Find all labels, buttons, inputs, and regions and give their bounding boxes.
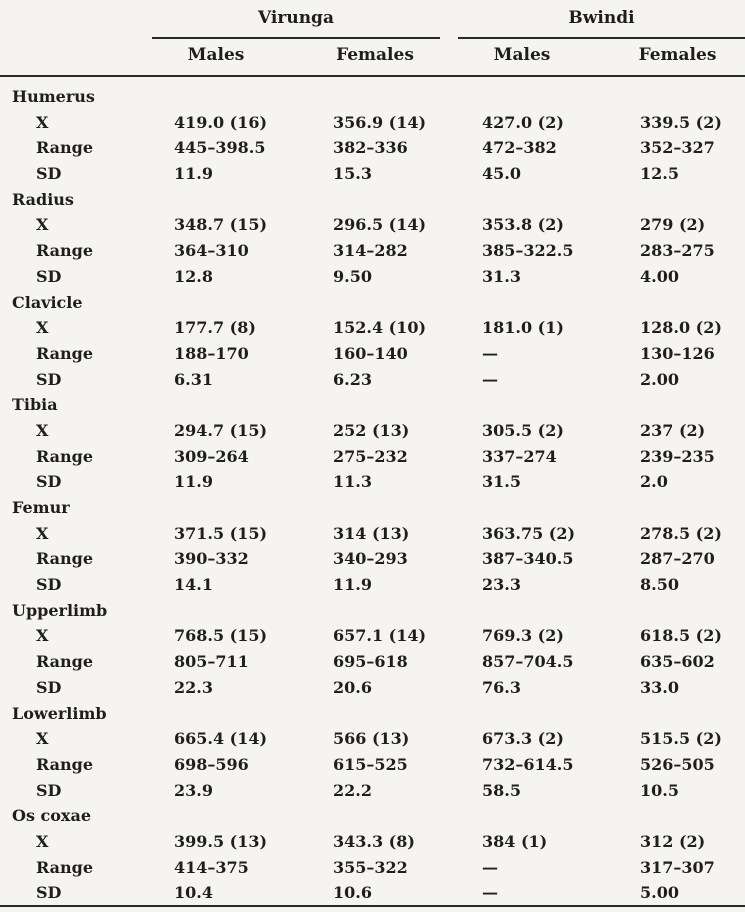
bottom-rule xyxy=(0,905,745,907)
stat-label: X xyxy=(36,523,49,543)
table-cell: 8.50 xyxy=(640,575,679,595)
section-label: Femur xyxy=(12,498,70,517)
table-cell: 382–336 xyxy=(333,138,408,158)
group-rule-virunga xyxy=(152,37,440,39)
table-cell: 769.3 (2) xyxy=(482,626,564,646)
table-cell: 181.0 (1) xyxy=(482,318,564,338)
section-row xyxy=(0,84,745,110)
group-header-virunga: Virunga xyxy=(258,8,334,28)
stat-label: SD xyxy=(36,780,62,800)
table-cell: 5.00 xyxy=(640,883,679,903)
table-cell: 10.5 xyxy=(640,780,679,800)
table-cell: 128.0 (2) xyxy=(640,318,722,338)
table-cell: 31.3 xyxy=(482,266,521,286)
table-cell: 385–322.5 xyxy=(482,241,574,261)
section-row xyxy=(0,495,745,521)
table-cell: 2.0 xyxy=(640,472,668,492)
table-cell: — xyxy=(482,883,498,903)
stat-label: Range xyxy=(36,754,94,774)
table-cell: 14.1 xyxy=(174,575,213,595)
table-cell: 665.4 (14) xyxy=(174,729,268,749)
table-cell: 130–126 xyxy=(640,343,715,363)
table-row xyxy=(0,444,745,470)
stat-label: Range xyxy=(36,138,94,158)
stat-label: X xyxy=(36,626,49,646)
table-cell: 343.3 (8) xyxy=(333,831,415,851)
table-cell: 6.31 xyxy=(174,369,213,389)
stat-label: X xyxy=(36,831,49,851)
table-cell: 294.7 (15) xyxy=(174,420,268,440)
table-cell: 371.5 (15) xyxy=(174,523,268,543)
table-row xyxy=(0,752,745,778)
table-cell: — xyxy=(482,369,498,389)
section-label: Tibia xyxy=(12,395,58,415)
table-cell: 152.4 (10) xyxy=(333,318,427,338)
table-cell: 275–232 xyxy=(333,446,408,466)
table-row xyxy=(0,367,745,393)
section-row xyxy=(0,290,745,316)
table-cell: 635–602 xyxy=(640,652,715,672)
table-cell: 23.9 xyxy=(174,780,213,800)
section-row xyxy=(0,701,745,727)
table-row xyxy=(0,135,745,161)
table-row xyxy=(0,264,745,290)
table-row xyxy=(0,675,745,701)
table-cell: 857–704.5 xyxy=(482,652,574,672)
table-cell: 515.5 (2) xyxy=(640,729,722,749)
table-cell: 76.3 xyxy=(482,677,521,697)
table-row xyxy=(0,418,745,444)
stat-label: SD xyxy=(36,164,62,184)
section-label: Os coxae xyxy=(12,806,92,826)
stat-label: Range xyxy=(36,343,94,363)
table-cell: 472–382 xyxy=(482,138,557,158)
table-cell: 355–322 xyxy=(333,857,408,877)
stat-label: SD xyxy=(36,266,62,286)
table-cell: 352–327 xyxy=(640,138,715,158)
table-cell: 353.8 (2) xyxy=(482,215,564,235)
table-cell: 314–282 xyxy=(333,241,408,261)
column-header-bwindi-females: Females xyxy=(638,45,717,65)
table-row xyxy=(0,623,745,649)
table-cell: 4.00 xyxy=(640,266,679,286)
table-cell: 10.4 xyxy=(174,883,213,903)
table-cell: 698–596 xyxy=(174,754,249,774)
table-cell: 618.5 (2) xyxy=(640,626,722,646)
table-cell: 339.5 (2) xyxy=(640,112,722,132)
table-row xyxy=(0,649,745,675)
table-row xyxy=(0,110,745,136)
table-row xyxy=(0,880,745,906)
table-row xyxy=(0,521,745,547)
table-cell: 348.7 (15) xyxy=(174,215,268,235)
column-header-bwindi-males: Males xyxy=(493,45,551,65)
section-label: Upperlimb xyxy=(12,600,108,620)
table-cell: 177.7 (8) xyxy=(174,318,256,338)
table-cell: 312 (2) xyxy=(640,831,706,851)
stat-label: SD xyxy=(36,677,62,697)
table-cell: 363.75 (2) xyxy=(482,523,576,543)
table-cell: 23.3 xyxy=(482,575,521,595)
section-row xyxy=(0,598,745,624)
section-label: Humerus xyxy=(12,87,95,106)
table-cell: 384 (1) xyxy=(482,831,548,851)
table-cell: 12.5 xyxy=(640,164,679,184)
table-cell: 340–293 xyxy=(333,549,408,569)
table-cell: 768.5 (15) xyxy=(174,626,268,646)
table-cell: 22.3 xyxy=(174,677,213,697)
table-cell: 414–375 xyxy=(174,857,249,877)
stat-label: Range xyxy=(36,446,94,466)
table-cell: 732–614.5 xyxy=(482,754,574,774)
table-row xyxy=(0,469,745,495)
table-cell: 566 (13) xyxy=(333,729,410,749)
table-cell: 399.5 (13) xyxy=(174,831,268,851)
table-row xyxy=(0,212,745,238)
section-label: Clavicle xyxy=(12,292,83,312)
table-row xyxy=(0,778,745,804)
section-row xyxy=(0,803,745,829)
table-cell: 188–170 xyxy=(174,343,249,363)
stat-label: SD xyxy=(36,575,62,595)
group-rule-bwindi xyxy=(458,37,745,39)
stat-label: SD xyxy=(36,472,62,492)
stat-label: X xyxy=(36,420,49,440)
table-cell: 615–525 xyxy=(333,754,408,774)
stat-label: SD xyxy=(36,369,62,389)
section-label: Radius xyxy=(12,189,74,209)
table-cell: 22.2 xyxy=(333,780,372,800)
table-cell: 33.0 xyxy=(640,677,679,697)
table-row xyxy=(0,546,745,572)
table-cell: 305.5 (2) xyxy=(482,420,564,440)
table-cell: 252 (13) xyxy=(333,420,410,440)
table-cell: 526–505 xyxy=(640,754,715,774)
table-cell: 160–140 xyxy=(333,343,408,363)
table-cell: 58.5 xyxy=(482,780,521,800)
table-cell: 9.50 xyxy=(333,266,372,286)
table-cell: — xyxy=(482,343,498,363)
section-label: Lowerlimb xyxy=(12,703,107,723)
table-cell: 239–235 xyxy=(640,446,715,466)
table-cell: 317–307 xyxy=(640,857,715,877)
column-header-virunga-females: Females xyxy=(336,45,414,65)
group-header-bwindi: Bwindi xyxy=(568,8,635,28)
table-cell: 296.5 (14) xyxy=(333,215,427,235)
stat-label: Range xyxy=(36,652,94,672)
stat-label: X xyxy=(36,318,49,338)
table-cell: 15.3 xyxy=(333,164,372,184)
table-cell: 805–711 xyxy=(174,652,249,672)
table-cell: 237 (2) xyxy=(640,420,706,440)
table-cell: 11.9 xyxy=(174,164,213,184)
stat-label: X xyxy=(36,215,49,235)
table-row xyxy=(0,341,745,367)
table-row xyxy=(0,315,745,341)
table-cell: 657.1 (14) xyxy=(333,626,427,646)
table-cell: 10.6 xyxy=(333,883,372,903)
table-row xyxy=(0,238,745,264)
table-cell: 314 (13) xyxy=(333,523,410,543)
stat-label: SD xyxy=(36,883,62,903)
table-row xyxy=(0,855,745,881)
table-row xyxy=(0,829,745,855)
table-cell: 337–274 xyxy=(482,446,557,466)
table-row xyxy=(0,726,745,752)
table-cell: 390–332 xyxy=(174,549,249,569)
table-cell: 283–275 xyxy=(640,241,715,261)
table-cell: 11.3 xyxy=(333,472,372,492)
table-cell: 11.9 xyxy=(174,472,213,492)
section-row xyxy=(0,392,745,418)
table-cell: 695–618 xyxy=(333,652,408,672)
stat-label: X xyxy=(36,112,49,132)
table-body xyxy=(0,84,745,906)
table-cell: 445–398.5 xyxy=(174,138,266,158)
table-cell: 12.8 xyxy=(174,266,213,286)
stat-label: Range xyxy=(36,241,94,261)
table-row xyxy=(0,572,745,598)
table-cell: 356.9 (14) xyxy=(333,112,427,132)
section-row xyxy=(0,187,745,213)
table-cell: 673.3 (2) xyxy=(482,729,564,749)
stat-label: X xyxy=(36,729,49,749)
stat-label: Range xyxy=(36,857,94,877)
table-cell: 287–270 xyxy=(640,549,715,569)
table-cell: 278.5 (2) xyxy=(640,523,722,543)
table-cell: 419.0 (16) xyxy=(174,112,268,132)
table-row xyxy=(0,161,745,187)
table-cell: 427.0 (2) xyxy=(482,112,564,132)
table-cell: — xyxy=(482,857,498,877)
table-cell: 20.6 xyxy=(333,677,372,697)
table-cell: 31.5 xyxy=(482,472,521,492)
table-cell: 11.9 xyxy=(333,575,372,595)
table-cell: 387–340.5 xyxy=(482,549,574,569)
table-cell: 309–264 xyxy=(174,446,249,466)
stat-label: Range xyxy=(36,549,94,569)
table-cell: 2.00 xyxy=(640,369,679,389)
table-cell: 6.23 xyxy=(333,369,372,389)
table-cell: 279 (2) xyxy=(640,215,706,235)
column-header-virunga-males: Males xyxy=(187,45,245,65)
table-cell: 45.0 xyxy=(482,164,521,184)
table-cell: 364–310 xyxy=(174,241,249,261)
header-rule xyxy=(0,75,745,77)
